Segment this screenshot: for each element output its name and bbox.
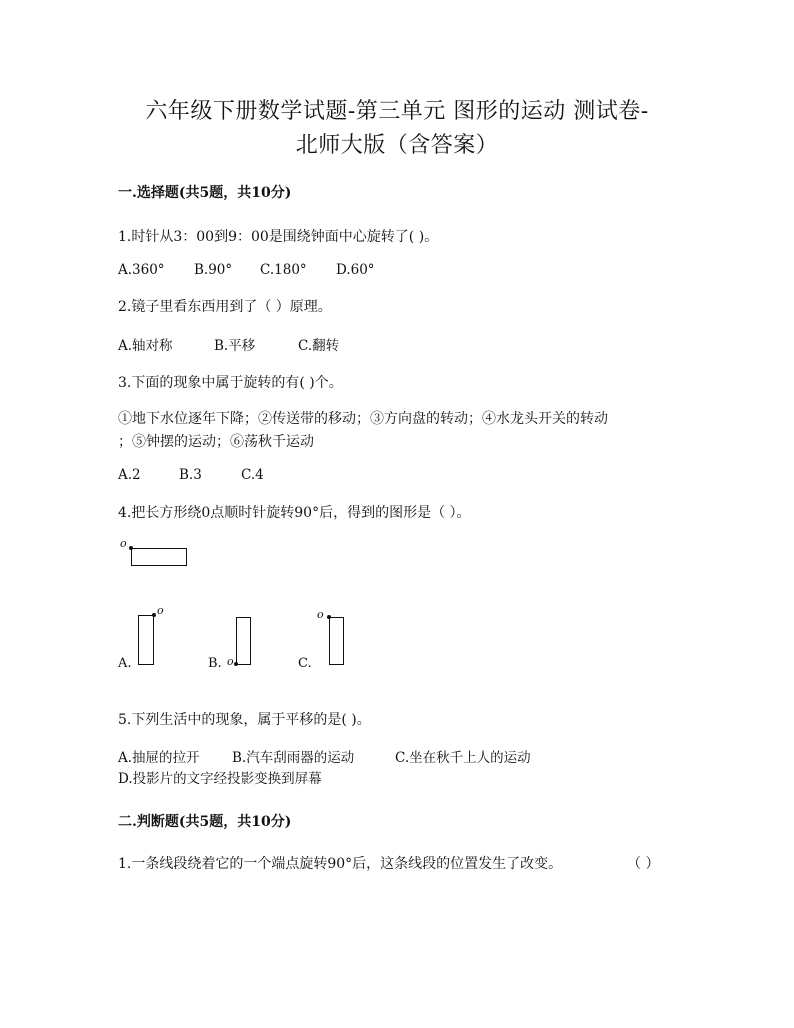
judge-q1-answer-paren: （ ） xyxy=(627,856,660,872)
q4-option-a-point-label: o xyxy=(157,604,164,617)
q2-options xyxy=(118,334,339,354)
q4-option-b-point xyxy=(234,662,238,666)
q2-option-c: C.翻转 xyxy=(298,338,340,354)
q5-option-c: C.坐在秋千上人的运动 xyxy=(395,750,531,766)
q4-option-a-rectangle xyxy=(138,615,154,665)
q4-option-a-point xyxy=(152,613,156,617)
q3-text: 3.下面的现象中属于旋转的有( )个。 xyxy=(118,375,343,391)
q4-original-point xyxy=(129,546,133,550)
q2-text: 2.镜子里看东西用到了（ ）原理。 xyxy=(118,299,332,315)
q1-options xyxy=(118,262,375,278)
q4-option-c-label: C. xyxy=(298,656,312,671)
q4-option-b-rectangle xyxy=(236,617,251,665)
q2-option-b: B.平移 xyxy=(214,338,256,354)
q5-options-line1 xyxy=(118,746,531,766)
section2-heading: 二.判断题(共5题，共10分) xyxy=(118,814,292,830)
q3-option-c: C.4 xyxy=(241,467,264,483)
q4-option-b-point-label: o xyxy=(227,655,234,668)
q5-option-a: A.抽屉的拉开 xyxy=(118,750,200,766)
q3-detail-line2: ；⑤钟摆的运动；⑥荡秋千运动 xyxy=(118,434,314,450)
q3-options xyxy=(118,467,264,483)
q1-option-c: C.180° xyxy=(260,262,307,278)
q4-option-c-rectangle xyxy=(329,617,344,665)
q4-text: 4.把长方形绕0点顺时针旋转90°后，得到的图形是（ ）。 xyxy=(118,505,471,521)
q5-option-b: B.汽车刮雨器的运动 xyxy=(232,750,355,766)
q4-point-label: o xyxy=(120,537,127,550)
q3-detail-line1: ①地下水位逐年下降；②传送带的移动；③方向盘的转动；④水龙头开关的转动 xyxy=(118,411,608,427)
q4-option-c-point xyxy=(327,615,331,619)
q5-text: 5.下列生活中的现象，属于平移的是( )。 xyxy=(118,712,371,728)
q5-option-d: D.投影片的文字经投影变换到屏幕 xyxy=(118,771,322,787)
doc-title-line2: 北师大版（含答案） xyxy=(295,133,499,158)
q3-option-a: A.2 xyxy=(118,467,141,483)
judge-q1-text: 1.一条线段绕着它的一个端点旋转90°后，这条线段的位置发生了改变。 xyxy=(118,856,563,872)
q4-original-rectangle xyxy=(131,548,187,566)
q1-option-a: A.360° xyxy=(118,262,165,278)
q1-text: 1.时针从3：00到9：00是围绕钟面中心旋转了( )。 xyxy=(118,229,439,245)
q2-option-a: A.轴对称 xyxy=(118,338,173,354)
q4-option-b-label: B. xyxy=(208,656,222,671)
q4-option-c-point-label: o xyxy=(317,608,324,621)
section1-heading: 一.选择题(共5题，共10分) xyxy=(118,185,292,201)
q1-option-b: B.90° xyxy=(194,262,233,278)
q3-option-b: B.3 xyxy=(179,467,202,483)
doc-title-line1: 六年级下册数学试题-第三单元 图形的运动 测试卷- xyxy=(145,99,649,124)
q4-option-a-label: A. xyxy=(118,656,132,671)
q1-option-d: D.60° xyxy=(336,262,375,278)
